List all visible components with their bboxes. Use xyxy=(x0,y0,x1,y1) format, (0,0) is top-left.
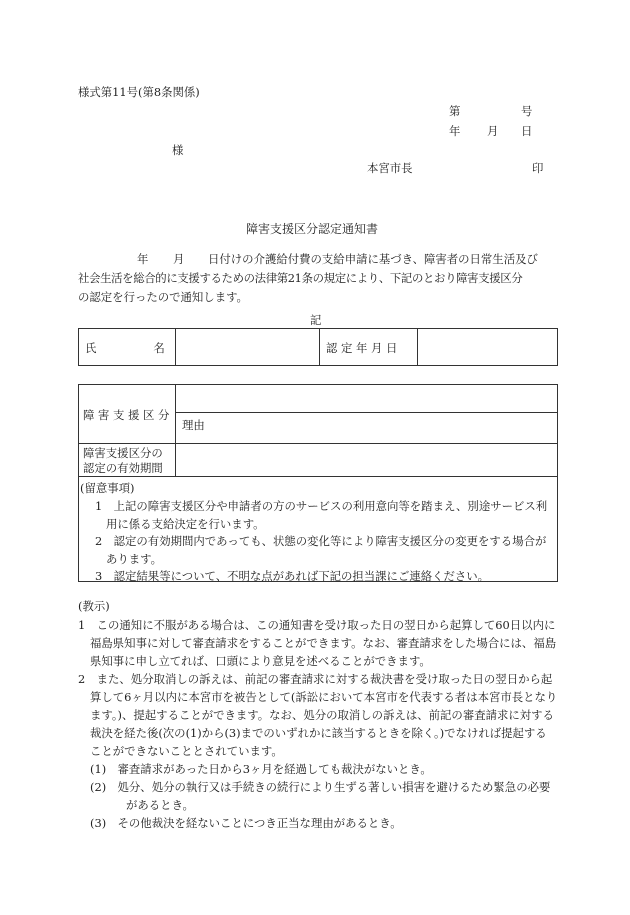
notes-list xyxy=(82,498,554,586)
category-field[interactable] xyxy=(176,385,558,412)
document-title: 障害支援区分認定通知書 xyxy=(246,222,379,236)
note-item: 2 認定の有効期間内であっても、状態の変化等により障害支援区分の変更をする場合があります。 xyxy=(95,534,547,566)
date-month: 月 xyxy=(487,124,499,138)
kyoji-sub-item: (3) その他裁決を経ないことにつき正当な理由があるとき。 xyxy=(90,816,402,830)
addressee-sama: 様 xyxy=(172,143,184,157)
kyoji-sub-item: (2) 処分、処分の執行又は手続きの続行により生ずる著しい損害を避けるため緊急の必要があるとき。 xyxy=(90,780,551,812)
note-item: 1 上記の障害支援区分や申請者の方のサービスの利用意向等を踏まえ、別途サービス利用に係る支給決定を行います。 xyxy=(95,499,548,531)
period-label-1: 障害支援区分の xyxy=(83,446,163,460)
kyoji-body xyxy=(78,616,558,832)
date-day: 日 xyxy=(521,124,533,138)
kyoji-item-1: 1 この通知に不服がある場合は、この通知書を受け取った日の翌日から起算して60日以内に福島県知事に対して審査請求をすることができます。なお、審査請求をした場合には、福島県知事に申し立てれば、口頭により意見を述べることができます。 xyxy=(78,618,557,668)
kyoji-item-2: 2 また、処分取消しの訴えは、前記の審査請求に対する裁決書を受け取った日の翌日から起算して6ヶ月以内に本宮市を被告として(訴訟において本宮市を代表する者は本宮市長となります。)、提起することができます。なお、処分の取消しの訴えは、前記の審査請求に対する裁決を経た後(次の(1)から(3)までのいずれかに該当するときを除く。)でなければ提起することができないこととされています。 xyxy=(78,672,558,758)
period-field[interactable] xyxy=(176,444,558,476)
intro-line-2: 社会生活を総合的に支援するための法律第21条の規定により、下記のとおり障害支援区分 xyxy=(78,271,523,285)
notes-title: (留意事項) xyxy=(80,481,135,495)
period-label-2: 認定の有効期間 xyxy=(83,461,163,475)
date-field[interactable] xyxy=(418,329,557,365)
reason-label: 理由 xyxy=(182,418,205,432)
note-item: 3 認定結果等について、不明な点があれば下記の担当課にご連絡ください。 xyxy=(95,569,490,583)
form-number: 様式第11号(第8条関係) xyxy=(78,85,200,99)
seal-mark: 印 xyxy=(532,161,544,175)
kyoji-sub-item: (1) 審査請求があった日から3ヶ月を経過しても裁決がないとき。 xyxy=(90,762,432,776)
issuer-mayor: 本宮市長 xyxy=(367,161,413,175)
intro-line-1: 日付けの介護給付費の支給申請に基づき、障害者の日常生活及び xyxy=(208,252,538,266)
date-year: 年 xyxy=(449,124,461,138)
date-label: 認 定 年 月 日 xyxy=(326,341,398,355)
doc-number-dai: 第 xyxy=(449,104,461,118)
category-label: 障 害 支 援 区 分 xyxy=(83,408,170,422)
ki-label: 記 xyxy=(310,313,322,327)
doc-number-go: 号 xyxy=(521,104,533,118)
name-date-table xyxy=(78,328,558,366)
kyoji-title: (教示) xyxy=(78,599,110,613)
name-field[interactable] xyxy=(176,329,318,365)
name-label: 氏 名 xyxy=(85,341,165,355)
intro-month: 月 xyxy=(173,252,185,266)
intro-year: 年 xyxy=(137,252,149,266)
intro-line-3: の認定を行ったので通知します。 xyxy=(78,290,248,304)
